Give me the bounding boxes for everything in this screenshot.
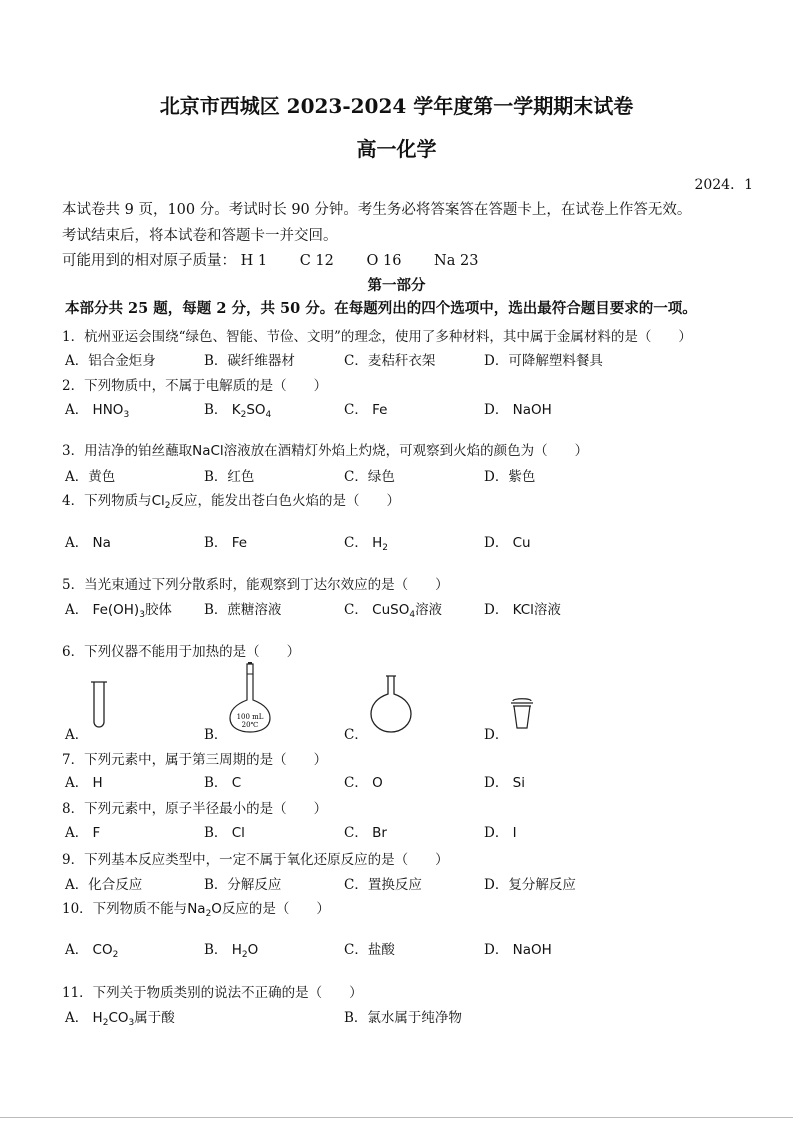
question-6-stem: 6．下列仪器不能用于加热的是（ ）: [62, 644, 301, 660]
q1-option-c: C．麦秸秆衣架: [344, 353, 436, 369]
question-11-stem: 11．下列关于物质类别的说法不正确的是（ ）: [62, 985, 363, 1001]
question-10-stem: 10．下列物质不能与$Na_2O$反应的是（ ）: [62, 901, 330, 919]
q10-option-a: A． $CO_2$: [65, 942, 119, 960]
question-3-stem: 3．用洁净的铂丝蘸取NaCl溶液放在酒精灯外焰上灼烧，可观察到火焰的颜色为（ ）: [62, 443, 589, 459]
mass-h: H 1: [240, 253, 268, 269]
q8-option-a: A． F: [65, 825, 101, 841]
flask-temp-label: 20℃: [241, 721, 259, 729]
q2-a-formula: $HNO_3$: [92, 402, 130, 420]
q3-option-c: C．绿色: [344, 469, 395, 485]
q4-a-formula: Na: [92, 535, 111, 551]
round-flask-icon: [368, 674, 414, 734]
q2-option-c: [344, 398, 387, 418]
q1-option-d: D．可降解塑料餐具: [484, 353, 603, 369]
masses-label: 可能用到的相对原子质量：: [62, 253, 236, 269]
section-title: 第一部分: [367, 277, 426, 294]
q7-option-a: A． H: [65, 775, 103, 791]
q10-na2o: $Na_2O$: [187, 901, 222, 919]
q8-option-b: B． Cl: [204, 825, 245, 841]
q9-option-d: D．复分解反应: [484, 877, 576, 893]
q5-option-d: D． KCl溶液: [484, 602, 561, 618]
q2-option-b: [204, 398, 271, 418]
question-4-stem: 4．下列物质与$Cl_2$反应，能发出苍白色火焰的是（ ）: [62, 493, 401, 511]
q3-option-b: B．红色: [204, 469, 255, 485]
q4-b-formula: Fe: [231, 535, 248, 551]
q5-option-c: C． CuSO$_4$溶液: [344, 602, 443, 620]
q3-nacl: NaCl: [192, 443, 224, 459]
q11-option-b: B．氯水属于纯净物: [344, 1010, 462, 1026]
q7-option-d: D． Si: [484, 775, 525, 791]
q10-option-d: D． NaOH: [484, 942, 552, 958]
q4-cl2: $Cl_2$: [151, 493, 171, 511]
q1-option-b: B．碳纤维器材: [204, 353, 295, 369]
q2-d-formula: NaOH: [512, 402, 552, 418]
q6-option-d: D．: [484, 727, 509, 743]
q5-option-a: A． $Fe(OH)_3$胶体: [65, 602, 172, 620]
q1-option-a: A．铝合金炬身: [65, 353, 156, 369]
q11-option-a: A． $H_2CO_3$属于酸: [65, 1010, 175, 1028]
section-instructions: 本部分共 25 题，每题 2 分，共 50 分。在每题列出的四个选项中，选出最符合题目要求的一项。: [65, 300, 697, 317]
mass-na: Na 23: [434, 253, 479, 269]
q9-option-c: C．置换反应: [344, 877, 422, 893]
q2-c-label: C．: [344, 402, 368, 418]
q5-d-formula: KCl: [512, 602, 534, 618]
question-1-stem: 1．杭州亚运会围绕“绿色、智能、节俭、文明”的理念，使用了多种材料，其中属于金属材料的是（ ）: [62, 329, 692, 345]
q9-option-b: B．分解反应: [204, 877, 282, 893]
intro-line-1: 本试卷共 9 页，100 分。考试时长 90 分钟。考生务必将答案答在答题卡上，在试卷上作答无效。: [62, 202, 692, 218]
question-5-stem: 5．当光束通过下列分散系时，能观察到丁达尔效应的是（ ）: [62, 577, 449, 593]
q6-option-b: B．: [204, 727, 228, 743]
question-2-stem: 2．下列物质中，不属于电解质的是（ ）: [62, 378, 328, 394]
q5-option-b: B．蔗糖溶液: [204, 602, 282, 618]
q5-a-formula: $Fe(OH)_3$: [92, 602, 145, 620]
q3-option-d: D．紫色: [484, 469, 536, 485]
volumetric-flask-icon: [226, 660, 274, 734]
question-7-stem: 7．下列元素中，属于第三周期的是（ ）: [62, 752, 328, 768]
q2-d-label: D．: [484, 402, 509, 418]
question-9-stem: 9．下列基本反应类型中，一定不属于氧化还原反应的是（ ）: [62, 852, 449, 868]
q4-option-b: B． Fe: [204, 535, 248, 551]
q8-option-c: C． Br: [344, 825, 387, 841]
q2-option-a: [65, 398, 129, 418]
q5-c-formula: CuSO$_4$: [372, 602, 416, 620]
exam-subject: 高一化学: [356, 137, 437, 161]
q2-b-label: B．: [204, 402, 228, 418]
q4-d-formula: Cu: [512, 535, 531, 551]
q2-c-formula: Fe: [372, 402, 388, 418]
q6-option-a: A．: [65, 727, 89, 743]
q7-option-c: C． O: [344, 775, 383, 791]
q8-option-d: D． I: [484, 825, 517, 841]
q4-option-d: D． Cu: [484, 535, 531, 551]
q4-c-formula: $H_2$: [372, 535, 389, 553]
q4-option-a: A． Na: [65, 535, 111, 551]
exam-title: 北京市西城区 2023-2024 学年度第一学期期末试卷: [159, 94, 634, 118]
mass-o: O 16: [366, 253, 402, 269]
q7-option-b: B． C: [204, 775, 242, 791]
test-tube-icon: [88, 680, 110, 732]
q4-option-c: C． $H_2$: [344, 535, 389, 553]
q2-a-label: A．: [65, 402, 89, 418]
exam-date: 2024．1: [694, 177, 753, 193]
mass-c: C 12: [299, 253, 334, 269]
atomic-masses: [62, 249, 478, 270]
page-bottom-divider: [0, 1117, 793, 1118]
intro-line-2: 考试结束后，将本试卷和答题卡一并交回。: [62, 228, 338, 244]
crucible-icon: [508, 696, 536, 732]
q3-option-a: A．黄色: [65, 469, 116, 485]
q10-option-c: C．盐酸: [344, 942, 395, 958]
q2-option-d: [484, 398, 552, 418]
q2-b-formula: $K_2SO_4$: [231, 402, 272, 420]
q10-option-b: B． $H_2O$: [204, 942, 259, 960]
q9-option-a: A．化合反应: [65, 877, 143, 893]
question-8-stem: 8．下列元素中，原子半径最小的是（ ）: [62, 801, 328, 817]
q6-option-c: C．: [344, 727, 368, 743]
flask-volume-label: 100 mL: [236, 713, 264, 721]
